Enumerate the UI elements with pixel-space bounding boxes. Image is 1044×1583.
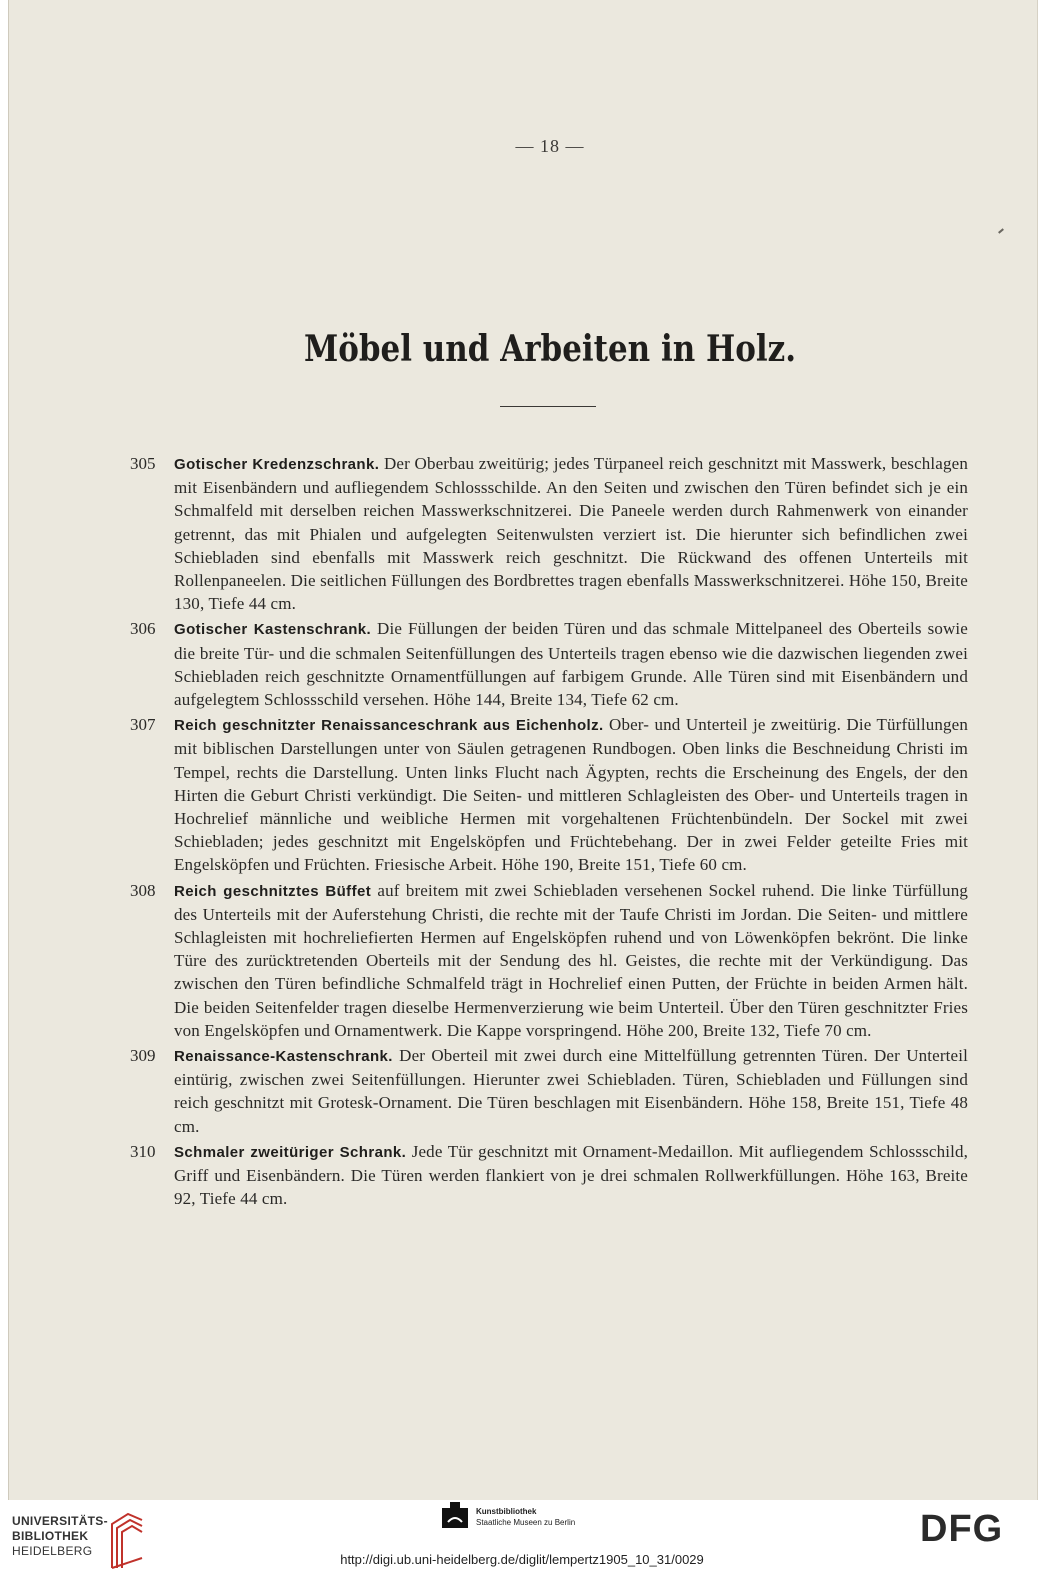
catalog-entry — [128, 1044, 968, 1138]
kunstbibliothek-emblem-icon — [440, 1502, 470, 1532]
logo-text-line: BIBLIOTHEK — [12, 1529, 89, 1543]
logo-text-line: Kunstbibliothek — [476, 1507, 537, 1516]
entry-number: 306 — [130, 619, 156, 639]
entry-number: 305 — [130, 454, 156, 473]
entry-description: Die Füllungen der beiden Türen und das schmale Mittelpaneel des Oberteils sowie die breite Tür- und die schmalen Seitenfüllungen des Unterteils tragen ebenso wie die dazwischen liegenden zwei Schiebladen reich geschnitzte Ornamentfüllungen auf farbigem Grunde. Alle Türen sind mit Eisenbändern und aufgelegtem Schlossschild versehen. Höhe 144, Breite 134, Tiefe 62 cm. — [174, 619, 968, 710]
catalog-entry — [128, 1140, 968, 1211]
entry-heading: Reich geschnitztes Büffet — [174, 882, 372, 900]
title-divider — [500, 406, 596, 407]
entry-body — [174, 879, 968, 1042]
entry-description: Ober- und Unterteil je zweitürig. Die Türfüllungen mit biblischen Darstellungen unter von Säulen getragenen Rundbogen. Oben links die Beschneidung Christi im Tempel, rechts die Darstellung. Unten links Flucht nach Ägypten, rechts die Erscheinung des Engels, der den Hirten die Geburt Christi verkündigt. Die Seiten- und mittleren Schlagleisten des Ober- und Unterteils tragen in Hochrelief männliche und weibliche Hermen mit vorgehaltenen Früchtenbündeln. Der Sockel mit zwei Schiebladen; jedes geschnitzt mit Engelsköpfen und Früchtebehang. Der in zwei Felder geteilte Fries mit Engelsköpfen und Früchten. Friesische Arbeit. Höhe 190, Breite 151, Tiefe 60 cm. — [174, 715, 968, 875]
entry-description: Jede Tür geschnitzt mit Ornament-Medaillon. Mit aufliegendem Schlossschild, Griff und Eisenbändern. Die Türen werden flankiert von je drei schmalen Rollwerkfüllungen. Höhe 163, Breite 92, Tiefe 44 cm. — [174, 1141, 969, 1209]
entry-body — [174, 452, 968, 615]
entry-description: Der Oberbau zweitürig; jedes Türpaneel reich geschnitzt mit Masswerk, beschlagen mit Eisenbändern und aufliegendem Schlossschilde. An den Seiten und zwischen den Türen befindet sich je ein Schmalfeld mit derselben reichen Masswerkschnitzerei. Die Paneele werden durch Rahmenwerk von einander getrennt, das mit Phialen und aufgelegten Seitenwulsten verziert ist. Die hierunter sich befindlichen zwei Schiebladen sind ebenfalls mit Masswerk reich geschnitzt. Die Rückwand des offenen Unterteils mit Rollenpaneelen. Die seitlichen Füllungen des Bordbrettes tragen ebenfalls Masswerkschnitzerei. Höhe 150, Breite 130, Tiefe 44 cm. — [174, 454, 968, 614]
footer-bar — [0, 1500, 1044, 1583]
catalog-entry — [128, 452, 968, 615]
entry-heading: Renaissance-Kastenschrank. — [174, 1048, 393, 1066]
entry-body — [174, 1140, 968, 1211]
page-number: — 18 — — [515, 136, 585, 156]
entry-heading: Gotischer Kredenzschrank. — [174, 456, 380, 473]
entry-body — [174, 713, 968, 876]
catalog-entry — [128, 713, 968, 876]
permalink-url[interactable]: http://digi.ub.uni-heidelberg.de/diglit/lempertz1905_10_31/0029 — [340, 1552, 704, 1567]
entry-number: 307 — [130, 715, 156, 735]
entry-heading: Schmaler zweitüriger Schrank. — [174, 1143, 407, 1161]
entry-number: 308 — [130, 880, 156, 900]
dfg-logo[interactable]: DFG — [920, 1508, 1004, 1550]
entry-heading: Gotischer Kastenschrank. — [174, 621, 372, 639]
catalog-entries — [128, 452, 968, 1213]
page-title: Möbel und Arbeiten in Holz. — [303, 328, 797, 370]
entry-body — [174, 1044, 968, 1138]
entry-description: Der Oberteil mit zwei durch eine Mittelfüllung getrennten Türen. Der Unterteil eintürig, zwischen zwei Seitenfüllungen. Hierunter zwei Schiebladen. Türen, Schiebladen und Füllungen sind reich geschnitzt mit Grotesk-Ornament. Die Türen beschlagen mit Eisenbändern. Höhe 158, Breite 151, Tiefe 48 cm. — [174, 1046, 968, 1136]
catalog-entry — [128, 879, 968, 1042]
entry-body — [174, 617, 968, 711]
entry-heading: Reich geschnitzter Renaissanceschrank aus Eichenholz. — [174, 717, 604, 735]
entry-description: auf breitem mit zwei Schiebladen versehenen Sockel ruhend. Die linke Türfüllung des Unterteils mit der Auferstehung Christi, die rechte mit der Taufe Christi im Jordan. Die Seiten- und mittlere Schlagleisten mit hochreliefierten Hermen auf Engelsköpfen ruhend und von Löwenköpfen bekrönt. Die linke Türe des zurücktretenden Oberteils mit der Sendung des hl. Geistes, die rechte mit der Verkündigung. Das zwischen den Türen befindliche Schmalfeld trägt in Hochrelief einen Putten, der Früchte in beiden Armen hält. Die beiden Seitenfelder tragen dieselbe Hermenverzierung wie beim Unterteil. Über den Türen geschnitzter Fries von Engelsköpfen und Ornamentwerk. Die Kappe vorspringend. Höhe 200, Breite 132, Tiefe 70 cm. — [174, 880, 968, 1040]
logo-text-line: Staatliche Museen zu Berlin — [476, 1518, 576, 1527]
logo-text-line: HEIDELBERG — [12, 1544, 93, 1558]
kunstbibliothek-logo[interactable] — [440, 1502, 576, 1542]
entry-number: 310 — [130, 1141, 156, 1161]
entry-number: 309 — [130, 1046, 156, 1066]
logo-text-line: UNIVERSITÄTS- — [12, 1514, 108, 1528]
catalog-entry — [128, 617, 968, 711]
